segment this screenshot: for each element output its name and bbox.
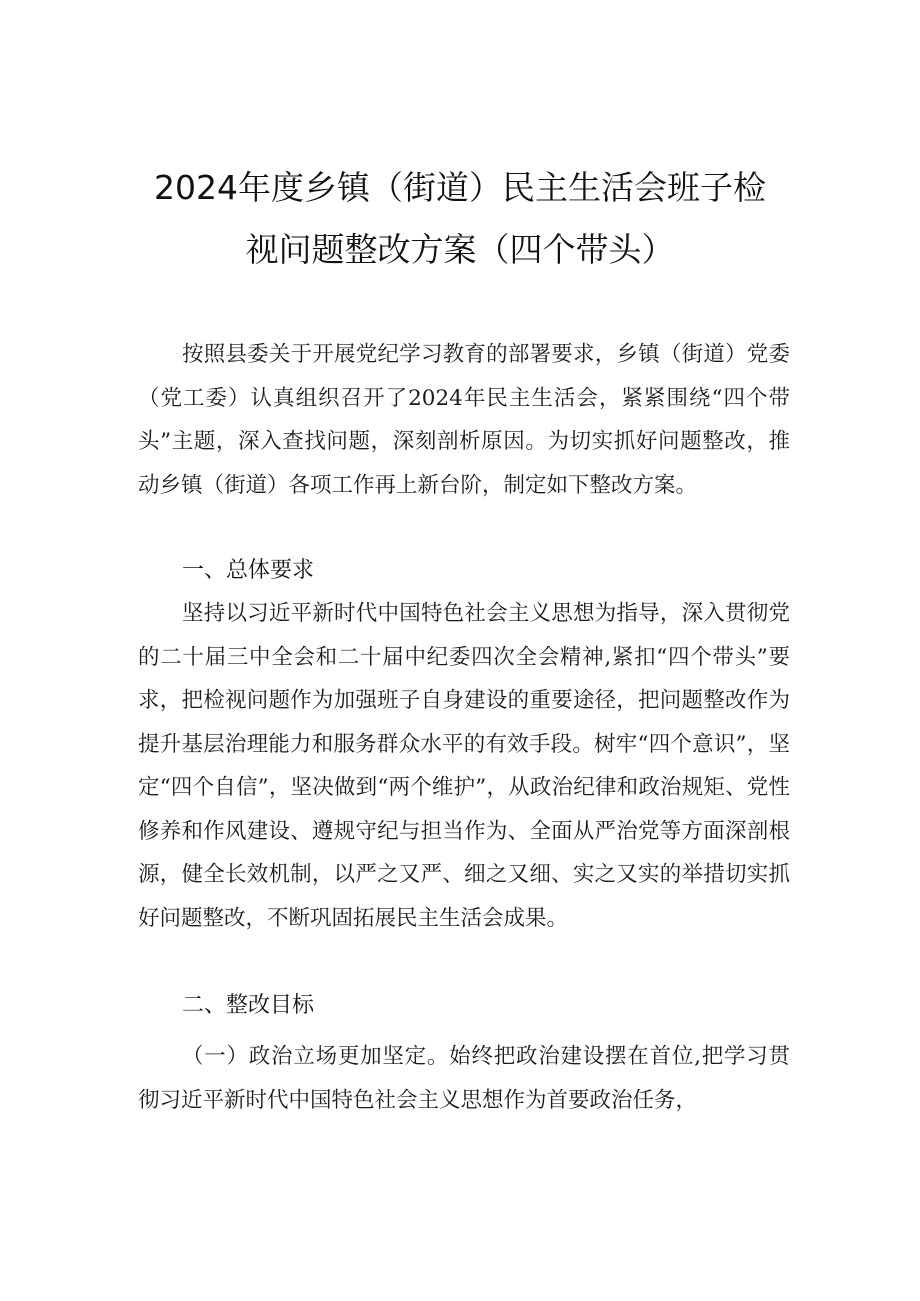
document-title-line2: 视问题整改方案（四个带头） — [245, 230, 675, 269]
intro-paragraph: 按照县委关于开展党纪学习教育的部署要求，乡镇（街道）党委（党工委）认真组织召开了2024年民主生活会，紧紧围绕“四个带头”主题，深入查找问题，深刻剖析原因。为切实抓好问题整改，推动乡镇（街道）各项工作再上新台阶，制定如下整改方案。 — [138, 342, 790, 498]
section2-paragraph1: （一）政治立场更加坚定。始终把政治建设摆在首位,把学习贯彻习近平新时代中国特色社会主义思想作为首要政治任务， — [138, 1044, 790, 1113]
section1-paragraph: 坚持以习近平新时代中国特色社会主义思想为指导，深入贯彻党的二十届三中全会和二十届中纪委四次全会精神,紧扣“四个带头”要求，把检视问题作为加强班子自身建设的重要途径，把问题整改作为提升基层治理能力和服务群众水平的有效手段。树牢“四个意识”，坚定“四个自信”，坚决做到“两个维护”，从政治纪律和政治规矩、党性修养和作风建设、遵规守纪与担当作为、全面从严治党等方面深剖根源，健全长效机制，以严之又严、细之又细、实之又实的举措切实抓好问题整改，不断巩固拓展民主生活会成果。 — [138, 601, 790, 931]
section1-heading: 一、总体要求 — [182, 558, 315, 583]
document-title-line1: 2024年度乡镇（街道）民主生活会班子检 — [154, 168, 766, 207]
section2-heading: 二、整改目标 — [182, 993, 315, 1018]
